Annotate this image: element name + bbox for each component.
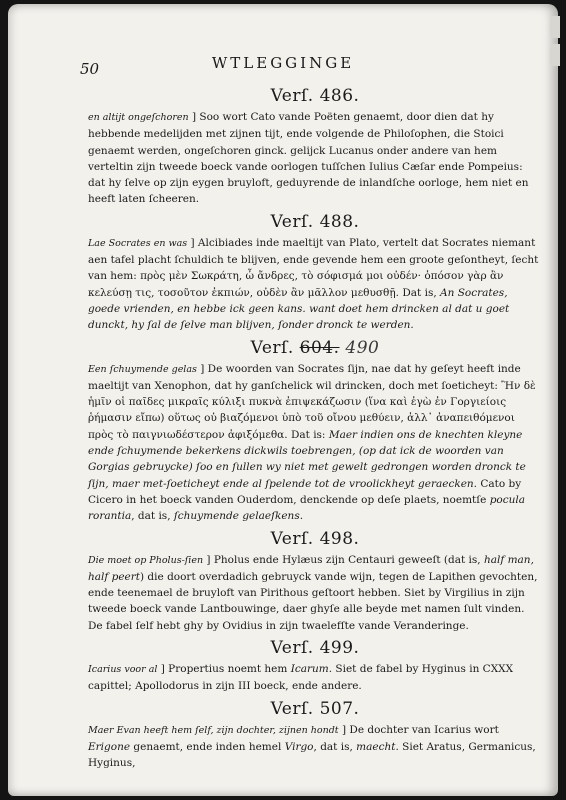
- commentary-486: [88, 109, 542, 208]
- handwritten-correction: 490: [345, 337, 380, 358]
- commentary-text: ] Pholus ende Hylæus zijn Centauri geweeſt (dat is,: [206, 553, 481, 566]
- gloss: half man, half peert: [88, 553, 534, 583]
- verse-heading-490: [88, 338, 542, 358]
- verse-heading-498: Verſ. 498.: [270, 528, 360, 549]
- running-head: WTLEGGINGE: [211, 54, 355, 72]
- commentary-text: , dat is,: [131, 510, 171, 523]
- name-term: Erigone: [88, 740, 131, 753]
- heading-prefix: Verſ.: [250, 337, 294, 358]
- commentary-text: ] De woorden van Socrates ſijn, nae dat hy geſeyt heeft inde maeltijt van Xenophon, dat hy ganſchelick wil drincken, doch met ſoeticheyt:: [88, 362, 521, 392]
- commentary-text: ] Soo wort Cato vande Poëten genaemt, door dien dat hy hebbende medelijden met zijnen tijt, ende volgende de Philoſophen, die Stoici genaemt werden, ongeſchoren ginck. gelijck Lucanus onder andere van hem verteltin zijn tweede boeck vande oorlogen tuſſchen Iulius Cæſar ende Pompeius: dat hy ſelve op zijn eygen bruyloft, geduyrende de inlandſche oorloge, hem niet en heeft laten ſcheeren.: [88, 111, 529, 206]
- commentary-507: [88, 722, 542, 772]
- lemma: Maer Evan heeft hem ſelf, zijn dochter, zijnen hondt: [88, 724, 339, 736]
- commentary-text: genaemt, ende inden hemel: [133, 740, 282, 753]
- page-body: [88, 82, 542, 774]
- name-term: Virgo: [284, 740, 314, 753]
- verse-heading-507: Verſ. 507.: [270, 698, 360, 719]
- dat-is: Dat is:: [290, 428, 326, 441]
- greek-quote: Ἢν δὲ ἡμῖν οἱ παῖδες μικραῖς κύλιξι πυκνὰ ἐπιψεκάζωσιν (ἵνα καὶ ἐγὼ ἐν Γοργιείοις ῥήμασιν εἴπω) οὕτως οὐ βιαζόμενοι ὑπὸ τοῦ οἴνου μεθύειν, ἀλλ᾽ ἀναπειθόμενοι πρὸς τὸ παιγνιωδέστερον ἀφιξόμεθα.: [88, 379, 536, 441]
- lemma: Icarius voor al: [88, 664, 158, 676]
- commentary-text: ] De dochter van Icarius wort: [341, 723, 499, 736]
- greek-quote: πρὸς μὲν Σωκράτη, ὦ ἄνδρες, τὸ σόφισμά μοι οὐδέν· ὁπόσον γὰρ ἂν κελεύσῃ τις, τοσοῦτον ἐκπιών, οὐδὲν ἂν μᾶλλον μεθυσθῇ.: [88, 270, 504, 299]
- commentary-499: [88, 661, 542, 695]
- commentary-text: Siet de fabel by Hyginus in CXXX capittel; Apollodorus in zijn III boeck, ende andere.: [88, 663, 514, 693]
- commentary-text: ] Propertius noemt hem: [160, 663, 288, 676]
- lemma: Een ſchuymende gelas: [88, 363, 197, 375]
- verse-heading-499: Verſ. 499.: [270, 638, 360, 659]
- struck-number: 604.: [299, 337, 340, 358]
- page-number: 50: [80, 60, 100, 78]
- commentary-488: [88, 235, 542, 334]
- commentary-text: , dat is,: [313, 740, 353, 753]
- gloss: maecht: [356, 740, 396, 753]
- page-tab: [550, 16, 560, 38]
- verse-heading-488: Verſ. 488.: [270, 211, 360, 232]
- latin-term: pocula rorantia: [88, 493, 525, 523]
- commentary-text: Cato by Cicero in het boeck vanden Ouderdom, denckende op deſe plaets, noemtſe: [88, 477, 522, 506]
- commentary-text: ) die doort overdadich gebruyck vande wijn, tegen de Lapithen gevochten, ende teenemael de bruyloft van Pirithous geſtoort hebben. Siet by Virgilius in zijn tweede boeck vande Lantbouwinge, daer ghyſe alle beyde met namen ſult vinden. De fabel ſelf hebt ghy by Ovidius in zijn twaelefſte vande Veranderinge.: [88, 570, 538, 632]
- verse-heading-486: Verſ. 486.: [270, 86, 360, 106]
- commentary-498: [88, 552, 542, 634]
- dat-is: Dat is,: [402, 286, 437, 299]
- name-term: Icarum.: [290, 663, 333, 676]
- translation: An Socrates, goede vrienden, en hebbe ick geen kans. want doet hem drincken al dat u goet dunckt, hy ſal de ſelve man blijven, ſonder dronck te werden.: [88, 286, 510, 332]
- lemma: en altijt ongeſchoren: [88, 112, 189, 123]
- commentary-490: [88, 361, 542, 525]
- commentary-text: . Siet Aratus, Germanicus, Hyginus,: [88, 740, 536, 770]
- translation: Maer indien ons de knechten kleyne ende ſchuymende bekerkens dickwils toebrengen, (op dat ick de woorden van Gorgias gebruycke) ſoo en ſullen wy niet met gewelt gedrongen worden dronck te ſijn, maer met-ſoeticheyt ende al ſpelende tot de vroolickheyt geraecken.: [88, 428, 526, 490]
- lemma: Die moet op Pholus-ſien: [88, 554, 204, 566]
- lemma: Lae Socrates en was: [88, 237, 188, 249]
- gloss: ſchuymende gelaeſkens.: [173, 510, 304, 523]
- book-page: [8, 4, 558, 796]
- commentary-text: ] Alcibiades inde maeltijt van Plato, vertelt dat Socrates niemant aen tafel placht ſchuldich te blijven, ende gevende hem een groote geſontheyt, ſecht van hem:: [88, 236, 539, 283]
